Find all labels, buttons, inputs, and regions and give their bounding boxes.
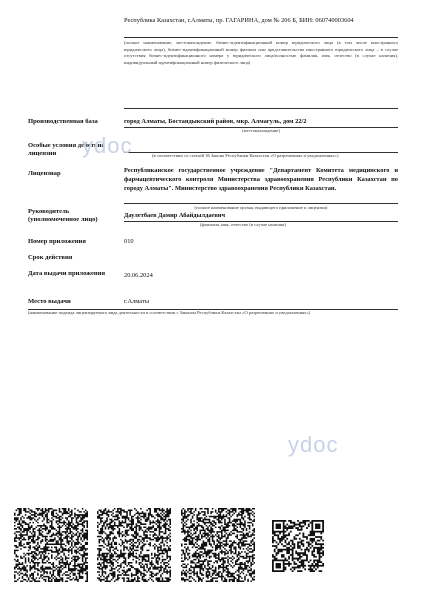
barcode-block-1 bbox=[14, 508, 88, 582]
watermark-bottom: ydoc bbox=[288, 432, 339, 457]
licensor-rule bbox=[124, 203, 398, 204]
issue-date-value: 20.06.2024 bbox=[124, 272, 153, 279]
issue-place-label: Место выдачи bbox=[28, 298, 71, 305]
licensor-value: Республиканское государственное учреждение "Департамент Комитета медицинского и фармацевтического контроля Министерства здравоохранения Республики Казахстан по городу Алматы". Министерство здравоохранения Республики Казахстан. bbox=[124, 167, 398, 192]
issue-date-label: Дата выдачи приложения bbox=[28, 270, 106, 277]
validity-label: Срок действия bbox=[28, 254, 73, 261]
head-note: (фамилия, имя, отчество (в случае наличия) bbox=[200, 222, 286, 227]
header-address: Республика Казахстан, г.Алматы, пр. ГАГАРИНА, дом № 206 Б, БИН: 060740003604 bbox=[124, 17, 354, 24]
special-conditions-label: Особые условия действия лицензии bbox=[28, 142, 105, 158]
production-base-value: город Алматы, Бостандыкский район, мкр. Алмагуль, дом 22/2 bbox=[124, 118, 307, 125]
appendix-number-value: 010 bbox=[124, 238, 134, 245]
production-base-label: Производственная база bbox=[28, 118, 98, 125]
head-label: Руководитель (уполномоченное лицо) bbox=[28, 208, 98, 224]
barcode-block-3 bbox=[181, 508, 255, 582]
issue-place-value: г.Алматы bbox=[124, 298, 150, 305]
head-value: Даулетбаев Дамир Абайдылдаевич bbox=[124, 212, 226, 219]
header-rule bbox=[124, 37, 398, 38]
qr-code bbox=[272, 520, 324, 572]
header-address-note: (полное наименование, местонахождение, бизнес-идентификационный номер юридического лица (в том числе иностранного юридического лица), бизнес-идентификационный номер филиала или представительства иностранного юридического лица – в случае отсутствия бизнес-идентификационного номера у юридического лица/полностью фамилия, имя, отчество (в случае наличия), индивидуальный идентификационный номер физического лица) bbox=[124, 40, 398, 65]
footer-note: (наименование подвида лицензируемого вида деятельности в соответствии с Законом Республики Казахстан «О разрешениях и уведомлениях») bbox=[28, 310, 311, 315]
barcode-block-2 bbox=[97, 508, 171, 582]
licensor-note: (полное наименование органа, выдающего приложение к лицензии) bbox=[194, 205, 328, 210]
production-base-note: (местонахождение) bbox=[242, 128, 280, 133]
appendix-number-label: Номер приложения bbox=[28, 238, 86, 245]
special-conditions-note: (в соответствии со статьей 36 Закона Республики Казахстан «О разрешениях и уведомлениях») bbox=[152, 153, 339, 158]
header-bottom-rule bbox=[124, 108, 398, 109]
licensor-label: Лицензиар bbox=[28, 170, 61, 177]
watermark-top: ydoc bbox=[82, 133, 133, 158]
